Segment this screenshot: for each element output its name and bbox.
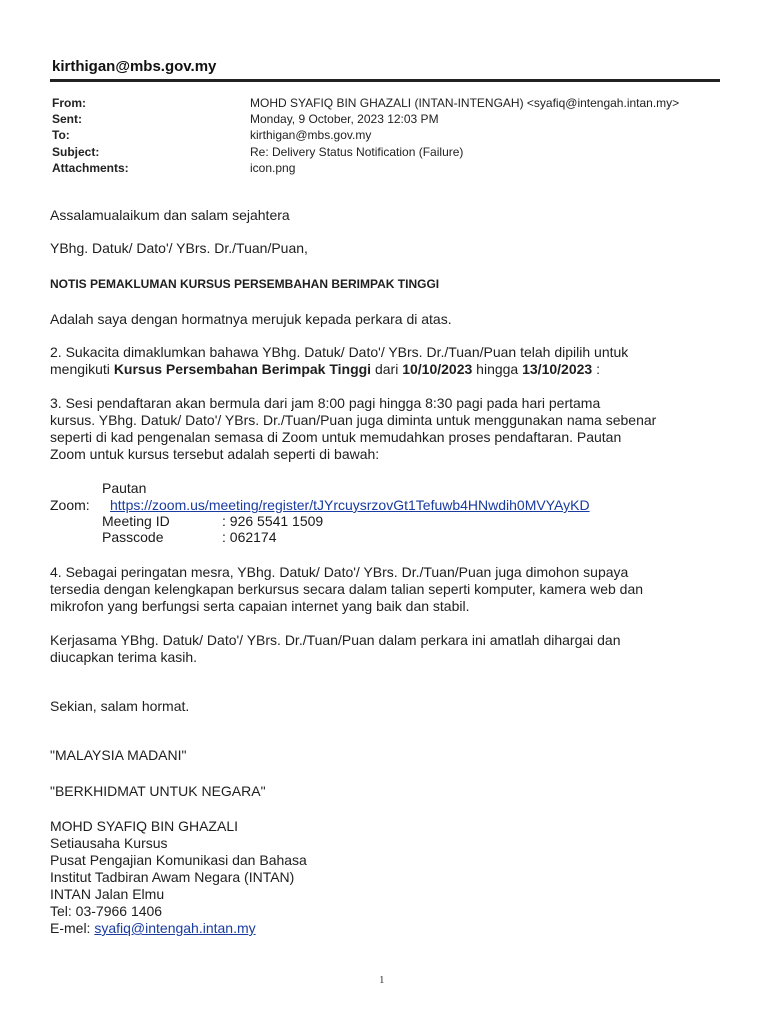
subject-label: Subject: [52, 145, 100, 159]
p2-text-a: mengikuti [50, 361, 114, 377]
paragraph-3-line-4: Zoom untuk kursus tersebut adalah seperti di bawah: [50, 446, 380, 462]
passcode-label: Passcode [102, 529, 164, 545]
from-value: MOHD SYAFIQ BIN GHAZALI (INTAN-INTENGAH) <syafiq@intengah.intan.my> [250, 96, 680, 110]
paragraph-3-line-1: 3. Sesi pendaftaran akan bermula dari jam 8:00 pagi hingga 8:30 pagi pada hari pertama [50, 395, 601, 411]
motto-berkhidmat: "BERKHIDMAT UNTUK NEGARA" [50, 783, 266, 799]
signature-dept: Pusat Pengajian Komunikasi dan Bahasa [50, 852, 307, 868]
email-label: E-mel: [50, 920, 95, 936]
page-number: 1 [379, 974, 385, 986]
meeting-id-label: Meeting ID [102, 513, 170, 529]
sent-label: Sent: [52, 112, 82, 126]
account-address: kirthigan@mbs.gov.my [52, 58, 217, 75]
to-value: kirthigan@mbs.gov.my [250, 128, 372, 142]
paragraph-1: Adalah saya dengan hormatnya merujuk kepada perkara di atas. [50, 311, 452, 327]
signature-tel: Tel: 03-7966 1406 [50, 903, 163, 919]
notice-title: NOTIS PEMAKLUMAN KURSUS PERSEMBAHAN BERIMPAK TINGGI [50, 277, 440, 291]
meeting-id-value: : 926 5541 1509 [222, 513, 324, 529]
paragraph-3-line-2: kursus. YBhg. Datuk/ Dato'/ YBrs. Dr./Tuan/Puan juga diminta untuk menggunakan nama sebenar [50, 412, 657, 428]
salutation: YBhg. Datuk/ Dato'/ YBrs. Dr./Tuan/Puan, [50, 240, 308, 256]
header-rule [50, 79, 720, 82]
closing: Sekian, salam hormat. [50, 698, 190, 714]
signature-title: Setiausaha Kursus [50, 835, 168, 851]
p2-text-b: dari [371, 361, 403, 377]
email-link[interactable]: syafiq@intengah.intan.my [94, 920, 256, 936]
paragraph-4-line-2: tersedia dengan kelengkapan berkursus secara dalam talian seperti komputer, kamera web dan [50, 581, 644, 597]
paragraph-5-line-1: Kerjasama YBhg. Datuk/ Dato'/ YBrs. Dr./Tuan/Puan dalam perkara ini amatlah dihargai dan [50, 632, 621, 648]
signature-org: Institut Tadbiran Awam Negara (INTAN) [50, 869, 295, 885]
attachments-label: Attachments: [52, 161, 129, 175]
subject-value: Re: Delivery Status Notification (Failure) [250, 145, 464, 159]
motto-malaysia-madani: "MALAYSIA MADANI" [50, 747, 187, 763]
signature-branch: INTAN Jalan Elmu [50, 886, 165, 902]
attachments-value[interactable]: icon.png [250, 161, 296, 175]
paragraph-5-line-2: diucapkan terima kasih. [50, 649, 198, 665]
course-name: Kursus Persembahan Berimpak Tinggi [113, 361, 372, 377]
date-to: 13/10/2023 [522, 361, 593, 377]
to-label: To: [52, 128, 70, 142]
from-label: From: [52, 96, 86, 110]
passcode-value: : 062174 [222, 529, 277, 545]
sent-value: Monday, 9 October, 2023 12:03 PM [250, 112, 439, 126]
zoom-pautan-label: Pautan [102, 480, 147, 496]
greeting: Assalamualaikum dan salam sejahtera [50, 207, 290, 223]
zoom-registration-link[interactable]: https://zoom.us/meeting/register/tJYrcuysrzovGt1Tefuwb4HNwdih0MVYAyKD [110, 497, 590, 513]
signature-name: MOHD SYAFIQ BIN GHAZALI [50, 818, 238, 834]
paragraph-2-line-1: 2. Sukacita dimaklumkan bahawa YBhg. Datuk/ Dato'/ YBrs. Dr./Tuan/Puan telah dipilih untuk [50, 344, 629, 360]
date-from: 10/10/2023 [402, 361, 473, 377]
paragraph-2-line-2 [50, 361, 600, 377]
p2-text-d: : [592, 361, 600, 377]
paragraph-3-line-3: seperti di kad pengenalan semasa di Zoom untuk memudahkan proses pendaftaran. Pautan [50, 429, 622, 445]
zoom-label: Zoom: [50, 497, 90, 513]
p2-text-c: hingga [472, 361, 523, 377]
signature-email-row [50, 920, 256, 936]
paragraph-4-line-1: 4. Sebagai peringatan mesra, YBhg. Datuk/ Dato'/ YBrs. Dr./Tuan/Puan juga dimohon supaya [50, 564, 629, 580]
paragraph-4-line-3: mikrofon yang berfungsi serta capaian internet yang baik dan stabil. [50, 598, 470, 614]
